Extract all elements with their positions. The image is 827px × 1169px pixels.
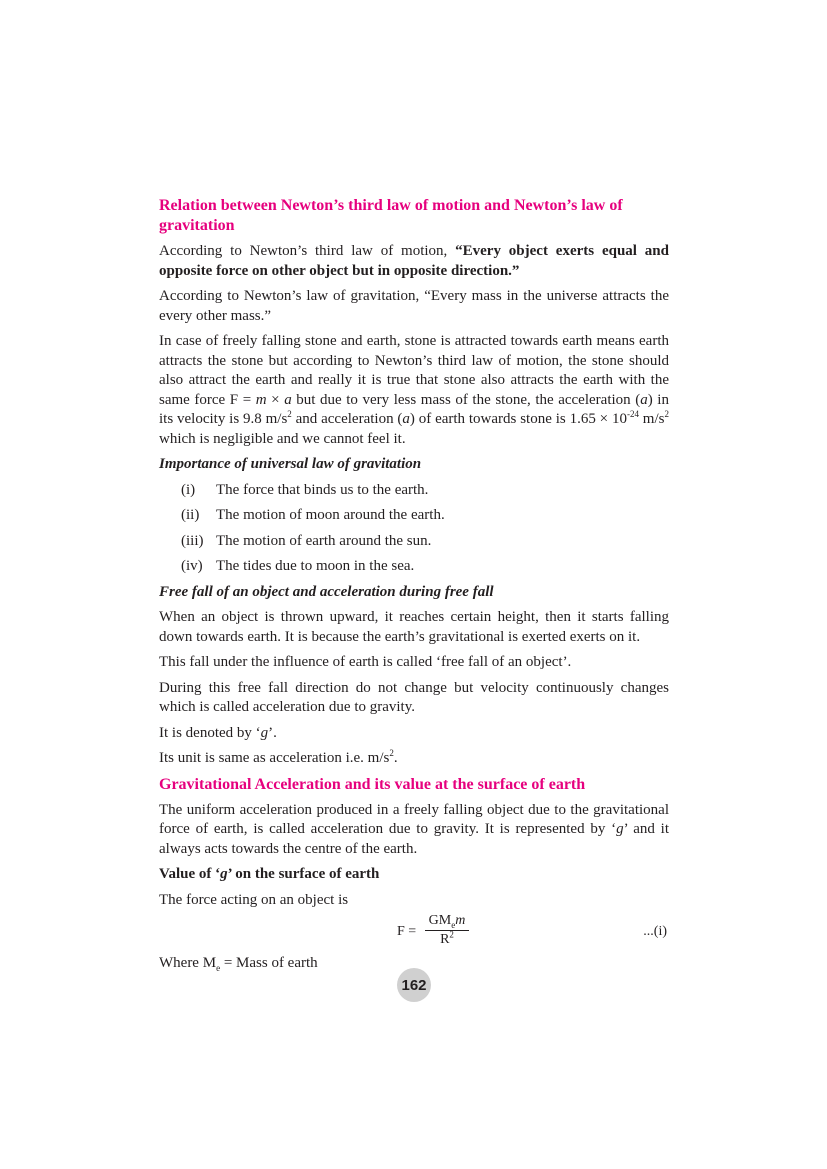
superscript: 2 xyxy=(287,409,292,419)
superscript: -24 xyxy=(626,409,639,419)
text: but due to very less mass of the stone, the acceleration ( xyxy=(291,391,641,408)
text: ) in its velocity is 9.8 m/s xyxy=(159,391,669,427)
paragraph-falling-stone xyxy=(159,332,669,449)
italic-g: g xyxy=(220,866,228,882)
paragraph-third-law xyxy=(159,242,669,281)
text: m/s xyxy=(638,411,665,427)
text: In case of freely falling stone and earth, stone is attracted towards earth means earth attracts the stone but according to Newton’s third law of motion, the stone should also attract the earth and really it is true that stone also attracts the earth with the same force F = xyxy=(159,333,669,408)
text: . xyxy=(393,750,398,766)
superscript: 2 xyxy=(389,748,394,758)
italic-m: m xyxy=(455,913,466,928)
superscript: 2 xyxy=(664,409,669,419)
superscript: 2 xyxy=(449,929,454,940)
list-text: The motion of earth around the sun. xyxy=(216,532,432,549)
section-heading-gravitational-acceleration: Gravitational Acceleration and its value at the surface of earth xyxy=(159,775,586,793)
text: = Mass of earth xyxy=(220,955,318,971)
italic-a: a xyxy=(284,391,292,408)
bold-quote: “Every object exerts equal and opposite force on other object but in opposite direction.” xyxy=(159,243,669,279)
page-number: 162 xyxy=(397,968,431,1002)
text: ’. xyxy=(268,724,277,741)
text: R xyxy=(440,932,450,947)
text: The uniform acceleration produced in a freely falling object due to the gravitational force of earth, is called acceleration due to gravity. It is represented by ‘ xyxy=(159,801,669,837)
italic-a: a xyxy=(640,391,648,408)
paragraph-uniform-acceleration xyxy=(159,801,669,860)
text: ) of earth towards stone is 1.65 × 10 xyxy=(409,411,627,427)
formula-fraction xyxy=(425,912,469,948)
list-item xyxy=(159,532,669,552)
text: which is negligible and we cannot feel it. xyxy=(159,430,406,447)
list-text: The tides due to moon in the sea. xyxy=(216,558,415,574)
text: It is denoted by ‘ xyxy=(159,724,261,741)
paragraph-acceleration-due-to-gravity: During this free fall direction do not change but velocity continuously changes which is called acceleration due to gravity. xyxy=(159,679,669,715)
italic-g: g xyxy=(260,724,269,741)
paragraph-free-fall-definition: This fall under the influence of earth is called ‘free fall of an object’. xyxy=(159,654,572,670)
list-text: The motion of moon around the earth. xyxy=(216,507,445,523)
list-number: (ii) xyxy=(181,507,200,523)
list-number: (iv) xyxy=(181,558,203,574)
list-number: (iii) xyxy=(181,532,204,549)
paragraph-denoted-by xyxy=(159,724,669,744)
italic-a: a xyxy=(402,411,410,427)
page-content xyxy=(159,196,669,974)
paragraph-thrown-upward: When an object is thrown upward, it reaches certain height, then it starts falling down towards earth. It is because the earth’s gravitational is exerted exerts on it. xyxy=(159,609,669,645)
list-item xyxy=(159,481,669,501)
formula-gravitation xyxy=(159,910,669,954)
subheading-free-fall: Free fall of an object and acceleration during free fall xyxy=(159,583,494,600)
list-item xyxy=(159,506,669,526)
list-text: The force that binds us to the earth. xyxy=(216,481,429,498)
text: ’ on the surface of earth xyxy=(227,866,380,882)
text: Where M xyxy=(159,955,217,971)
text: GM xyxy=(428,913,452,928)
italic-g: g xyxy=(616,821,624,837)
italic-m: m xyxy=(255,391,267,408)
text: ’ and it always acts towards the centre of the earth. xyxy=(159,821,669,857)
paragraph-law-of-gravitation: According to Newton’s law of gravitation, “Every mass in the universe attracts the every other mass.” xyxy=(159,288,669,324)
text: Value of ‘ xyxy=(159,866,221,882)
paragraph-unit xyxy=(159,749,669,769)
text: Its unit is same as acceleration i.e. m/s xyxy=(159,750,390,766)
subscript: e xyxy=(216,963,221,973)
subheading-importance: Importance of universal law of gravitation xyxy=(159,456,422,472)
subheading-value-of-g xyxy=(159,865,669,885)
equation-number: ...(i) xyxy=(643,924,667,939)
text: and acceleration ( xyxy=(291,411,403,427)
section-heading-newton-relation: Relation between Newton’s third law of motion and Newton’s law of gravitation xyxy=(159,197,623,234)
subscript: e xyxy=(451,919,456,930)
formula-denominator xyxy=(425,931,469,948)
paragraph-force-acting: The force acting on an object is xyxy=(159,891,349,908)
formula-lhs: F = xyxy=(397,924,417,939)
list-item xyxy=(159,557,669,577)
text: According to Newton’s third law of motion, xyxy=(159,243,456,259)
formula-numerator xyxy=(425,912,469,931)
text: × xyxy=(266,391,285,408)
list-number: (i) xyxy=(181,481,196,498)
